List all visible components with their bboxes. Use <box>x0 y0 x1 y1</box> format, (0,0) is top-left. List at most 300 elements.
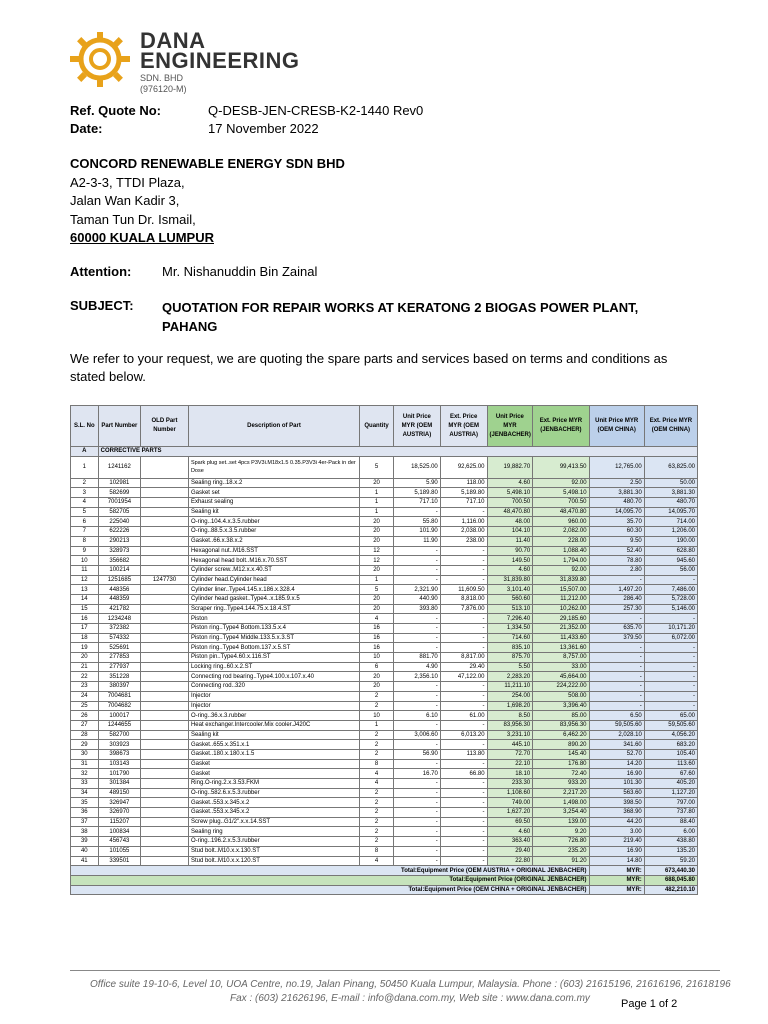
table-cell: 31 <box>71 759 99 769</box>
total-value: 673,440.30 <box>644 866 697 876</box>
gear-logo-icon <box>70 32 130 87</box>
table-cell: 40 <box>71 846 99 856</box>
total-currency: MYR: <box>589 875 644 885</box>
table-cell: 2 <box>360 837 394 847</box>
table-cell: 16 <box>360 633 394 643</box>
table-cell: 10,171.20 <box>644 624 697 634</box>
table-cell: 233.30 <box>487 779 533 789</box>
table-cell: - <box>440 798 487 808</box>
table-cell: 22.10 <box>487 759 533 769</box>
table-cell: 3,881.30 <box>644 488 697 498</box>
table-cell: 35 <box>71 798 99 808</box>
intro-paragraph: We refer to your request, we are quoting the spare parts and services based on terms and conditions as stated below. <box>70 351 668 384</box>
table-cell: 12 <box>360 556 394 566</box>
table-cell: 59,505.60 <box>644 720 697 730</box>
table-cell <box>141 536 189 546</box>
table-cell: Spark plug set..set 4pcs P3V3i.M18x1.5 0.35.P3V3i 4er-Pack in der Dose <box>188 456 359 478</box>
table-cell: 2 <box>360 730 394 740</box>
table-cell: - <box>394 633 441 643</box>
table-cell: 1,698.20 <box>487 701 533 711</box>
table-row <box>71 701 698 711</box>
col-unit-jen: Unit Price MYR (JENBACHER) <box>487 406 533 447</box>
table-cell: 1,108.60 <box>487 788 533 798</box>
table-cell: 635.70 <box>589 624 644 634</box>
table-cell: 13,361.60 <box>533 643 589 653</box>
table-cell: 60.30 <box>589 527 644 537</box>
table-cell: O-ring..36.x.3.rubber <box>188 711 359 721</box>
table-cell: 29,185.60 <box>533 614 589 624</box>
col-unit-cn: Unit Price MYR (OEM CHINA) <box>589 406 644 447</box>
table-cell: 2 <box>360 788 394 798</box>
table-cell: Connecting rod..320 <box>188 682 359 692</box>
total-value: 688,045.80 <box>644 875 697 885</box>
table-cell: Heat exchanger.Intercooler.Mix cooler.J420C <box>188 720 359 730</box>
table-cell: 1,794.00 <box>533 556 589 566</box>
table-cell: 55.80 <box>394 517 441 527</box>
table-cell: 351228 <box>98 672 141 682</box>
table-cell: 48,470.80 <box>487 507 533 517</box>
footer-contact: Fax : (603) 21626196, E-mail : info@dana.com.my, Web site : www.dana.com.my <box>230 993 590 1004</box>
table-cell: 421782 <box>98 604 141 614</box>
table-cell: O-ring..196.2.x.5.3.rubber <box>188 837 359 847</box>
table-cell: - <box>394 701 441 711</box>
table-cell: 20 <box>360 604 394 614</box>
table-cell: 61.00 <box>440 711 487 721</box>
total-row <box>71 885 698 895</box>
table-cell <box>141 701 189 711</box>
table-cell: - <box>440 633 487 643</box>
table-cell: 398.50 <box>589 798 644 808</box>
table-cell: 14.20 <box>589 759 644 769</box>
table-cell <box>141 604 189 614</box>
table-cell: - <box>440 546 487 556</box>
table-cell: - <box>644 643 697 653</box>
table-cell: - <box>644 614 697 624</box>
table-cell: 92.00 <box>533 565 589 575</box>
table-cell: 92.00 <box>533 478 589 488</box>
table-cell: - <box>589 662 644 672</box>
table-cell: 190.00 <box>644 536 697 546</box>
table-cell: Locking ring..60.x.2.ST <box>188 662 359 672</box>
section-row <box>71 447 698 457</box>
table-cell: 6,462.20 <box>533 730 589 740</box>
table-cell: Cylinder head.Cylinder head <box>188 575 359 585</box>
table-cell: 6.00 <box>644 827 697 837</box>
table-cell: 945.60 <box>644 556 697 566</box>
table-cell: 714.60 <box>487 633 533 643</box>
table-cell: - <box>589 614 644 624</box>
table-cell: Hexagonal nut..M16.SST <box>188 546 359 556</box>
table-cell: 22 <box>71 672 99 682</box>
table-cell: 339501 <box>98 856 141 866</box>
table-row <box>71 536 698 546</box>
table-cell: 11,433.60 <box>533 633 589 643</box>
table-cell: 5 <box>360 585 394 595</box>
table-cell: 881.70 <box>394 653 441 663</box>
table-cell <box>141 565 189 575</box>
table-cell: 726.80 <box>533 837 589 847</box>
table-cell: 83,956.30 <box>533 720 589 730</box>
table-cell: Gasket..553.x.345.x.2 <box>188 798 359 808</box>
table-row <box>71 682 698 692</box>
table-cell: 11,609.50 <box>440 585 487 595</box>
table-cell: 100214 <box>98 565 141 575</box>
table-cell: 3,231.10 <box>487 730 533 740</box>
table-cell: 18 <box>71 633 99 643</box>
table-cell: 380397 <box>98 682 141 692</box>
table-cell: 286.40 <box>589 594 644 604</box>
table-cell: Hexagonal head bolt..M16.x.70.SST <box>188 556 359 566</box>
table-cell: 14 <box>71 594 99 604</box>
table-cell: 2 <box>360 817 394 827</box>
table-cell: 582699 <box>98 488 141 498</box>
total-label: Total:Equipment Price (ORIGINAL JENBACHER) <box>71 875 590 885</box>
table-cell: 15,507.00 <box>533 585 589 595</box>
table-cell: 20 <box>360 682 394 692</box>
table-cell: 27 <box>71 720 99 730</box>
table-cell: 7 <box>71 527 99 537</box>
table-cell: 440.90 <box>394 594 441 604</box>
table-cell: 18,525.00 <box>394 456 441 478</box>
table-cell: Sealing ring..18.x.2 <box>188 478 359 488</box>
table-row <box>71 604 698 614</box>
table-cell: 1 <box>360 507 394 517</box>
table-cell: - <box>394 759 441 769</box>
table-cell: O-ring..88.5.x.3.5.rubber <box>188 527 359 537</box>
table-header-row <box>71 406 698 447</box>
table-cell: - <box>394 614 441 624</box>
table-cell: 9.20 <box>533 827 589 837</box>
table-cell: 448356 <box>98 585 141 595</box>
table-cell: 356682 <box>98 556 141 566</box>
table-cell <box>141 808 189 818</box>
section-label: CORRECTIVE PARTS <box>98 447 697 457</box>
table-cell: 6.50 <box>589 711 644 721</box>
table-cell: - <box>589 682 644 692</box>
table-cell: 7001954 <box>98 498 141 508</box>
table-cell: 2 <box>360 691 394 701</box>
table-cell: 101055 <box>98 846 141 856</box>
table-cell <box>141 594 189 604</box>
table-cell: - <box>644 691 697 701</box>
table-cell: 717.10 <box>394 498 441 508</box>
table-cell: 480.70 <box>589 498 644 508</box>
address-line3: Taman Tun Dr. Ismail, <box>70 211 196 227</box>
table-cell: 3,881.30 <box>589 488 644 498</box>
table-cell: 303923 <box>98 740 141 750</box>
table-cell: 92,625.00 <box>440 456 487 478</box>
table-cell: 100834 <box>98 827 141 837</box>
col-ext-oem: Ext. Price MYR (OEM AUSTRIA) <box>440 406 487 447</box>
table-cell <box>141 556 189 566</box>
table-cell: 2 <box>360 740 394 750</box>
table-cell: 56.00 <box>644 565 697 575</box>
table-cell: 4 <box>71 498 99 508</box>
table-cell: 6,072.00 <box>644 633 697 643</box>
table-cell: - <box>644 653 697 663</box>
subject-value: QUOTATION FOR REPAIR WORKS AT KERATONG 2 BIOGAS POWER PLANT, PAHANG <box>162 300 639 334</box>
table-cell: 717.10 <box>440 498 487 508</box>
table-cell: 448359 <box>98 594 141 604</box>
table-cell: 105.40 <box>644 749 697 759</box>
table-cell: - <box>394 691 441 701</box>
table-cell: - <box>394 808 441 818</box>
col-part: Part Number <box>98 406 141 447</box>
table-cell: 9.50 <box>589 536 644 546</box>
table-cell: 5,189.80 <box>394 488 441 498</box>
table-cell: Injector <box>188 691 359 701</box>
table-cell: 326947 <box>98 798 141 808</box>
table-cell: 8 <box>71 536 99 546</box>
table-cell: 628.80 <box>644 546 697 556</box>
table-cell: 2 <box>360 827 394 837</box>
table-cell: 176.80 <box>533 759 589 769</box>
subject-row <box>70 298 710 334</box>
table-cell: 41 <box>71 856 99 866</box>
table-cell: 32 <box>71 769 99 779</box>
table-cell: 113.60 <box>644 759 697 769</box>
table-cell: 101.30 <box>589 779 644 789</box>
table-cell: - <box>644 575 697 585</box>
section-code: A <box>71 447 99 457</box>
table-cell: 4,056.20 <box>644 730 697 740</box>
table-cell <box>141 759 189 769</box>
table-cell: 560.60 <box>487 594 533 604</box>
address-line4: 60000 KUALA LUMPUR <box>70 230 214 245</box>
table-cell: 113.80 <box>440 749 487 759</box>
table-cell: 78.80 <box>589 556 644 566</box>
table-cell: 290213 <box>98 536 141 546</box>
table-cell: - <box>394 837 441 847</box>
table-cell: 2,038.00 <box>440 527 487 537</box>
company-reg-no: (976120-M) <box>140 84 187 94</box>
company-logo <box>70 24 330 94</box>
table-cell: 16.70 <box>394 769 441 779</box>
table-cell: 1241162 <box>98 456 141 478</box>
table-cell: 4.60 <box>487 565 533 575</box>
table-cell: 2,217.20 <box>533 788 589 798</box>
table-cell: 1 <box>360 488 394 498</box>
table-row <box>71 846 698 856</box>
table-cell: - <box>440 817 487 827</box>
table-cell: - <box>440 740 487 750</box>
table-cell: 72.70 <box>487 749 533 759</box>
table-cell: 1244655 <box>98 720 141 730</box>
table-cell: 29 <box>71 740 99 750</box>
table-cell <box>141 546 189 556</box>
table-cell <box>141 498 189 508</box>
table-cell: - <box>440 624 487 634</box>
table-cell <box>141 624 189 634</box>
table-cell <box>141 730 189 740</box>
table-cell: 11,211.10 <box>487 682 533 692</box>
table-cell: 3 <box>71 488 99 498</box>
table-cell: - <box>589 701 644 711</box>
table-row <box>71 711 698 721</box>
table-cell: 8 <box>360 846 394 856</box>
table-cell: 4 <box>360 779 394 789</box>
table-cell: 574332 <box>98 633 141 643</box>
table-cell: Piston ring..Type4 Middle.133.5.x.3.ST <box>188 633 359 643</box>
total-currency: MYR: <box>589 866 644 876</box>
table-cell: 277853 <box>98 653 141 663</box>
table-cell: 700.50 <box>533 498 589 508</box>
table-cell: 5.50 <box>487 662 533 672</box>
table-row <box>71 643 698 653</box>
recipient-address <box>70 155 345 248</box>
table-cell: 20 <box>360 478 394 488</box>
table-cell <box>141 585 189 595</box>
table-cell: 48.00 <box>487 517 533 527</box>
table-cell: Cylinder head gasket..Type4..x.185.9.x.5 <box>188 594 359 604</box>
table-cell: 5,189.80 <box>440 488 487 498</box>
recipient-name: CONCORD RENEWABLE ENERGY SDN BHD <box>70 156 345 171</box>
table-cell: - <box>440 808 487 818</box>
table-cell: - <box>394 740 441 750</box>
table-cell: 4.60 <box>487 478 533 488</box>
company-name-line2: ENGINEERING <box>140 48 300 73</box>
table-cell: 4 <box>360 856 394 866</box>
table-cell: 393.80 <box>394 604 441 614</box>
table-cell: 2,321.90 <box>394 585 441 595</box>
table-cell: 16.90 <box>589 846 644 856</box>
table-cell <box>141 817 189 827</box>
table-cell <box>141 672 189 682</box>
table-cell: - <box>394 846 441 856</box>
table-cell: - <box>589 672 644 682</box>
table-cell: 37 <box>71 817 99 827</box>
table-cell: - <box>394 779 441 789</box>
table-cell: 10 <box>360 653 394 663</box>
table-cell: 4.60 <box>487 827 533 837</box>
total-currency: MYR: <box>589 885 644 895</box>
table-cell: 38 <box>71 827 99 837</box>
col-unit-oem: Unit Price MYR (OEM AUSTRIA) <box>394 406 441 447</box>
table-cell: 1,627.20 <box>487 808 533 818</box>
table-cell <box>141 749 189 759</box>
table-cell: 7004681 <box>98 691 141 701</box>
table-cell: - <box>394 798 441 808</box>
table-row <box>71 788 698 798</box>
table-cell: - <box>440 643 487 653</box>
ref-quote-label: Ref. Quote No: <box>70 103 161 118</box>
table-cell: 5 <box>360 456 394 478</box>
table-cell: 11 <box>71 565 99 575</box>
table-row <box>71 633 698 643</box>
table-cell: - <box>394 788 441 798</box>
table-cell <box>141 456 189 478</box>
table-cell: 33.00 <box>533 662 589 672</box>
table-cell: 14,095.70 <box>589 507 644 517</box>
table-cell: 65.00 <box>644 711 697 721</box>
table-cell: 67.60 <box>644 769 697 779</box>
table-cell: Gasket set <box>188 488 359 498</box>
table-row <box>71 662 698 672</box>
table-row <box>71 478 698 488</box>
table-cell: 29.40 <box>487 846 533 856</box>
table-row <box>71 808 698 818</box>
table-cell: 513.10 <box>487 604 533 614</box>
table-cell: Cylinder screw..M12.x.x.40.ST <box>188 565 359 575</box>
table-cell: - <box>440 565 487 575</box>
table-row <box>71 779 698 789</box>
table-cell: 2,356.10 <box>394 672 441 682</box>
table-cell: 90.70 <box>487 546 533 556</box>
table-cell: Gasket..655.x.351.x.1 <box>188 740 359 750</box>
table-cell: Gasket <box>188 759 359 769</box>
table-cell: 1,116.00 <box>440 517 487 527</box>
table-cell <box>141 691 189 701</box>
table-cell: 405.20 <box>644 779 697 789</box>
table-cell: 10 <box>71 556 99 566</box>
table-cell: 489150 <box>98 788 141 798</box>
table-cell: 101790 <box>98 769 141 779</box>
table-cell: 20 <box>71 653 99 663</box>
table-cell: 5,498.10 <box>487 488 533 498</box>
table-cell: 737.80 <box>644 808 697 818</box>
table-cell: - <box>440 556 487 566</box>
table-row <box>71 798 698 808</box>
table-cell: 12,765.00 <box>589 456 644 478</box>
table-cell: 2 <box>360 798 394 808</box>
table-cell: Connecting rod bearing..Type4.100.x.107.x.40 <box>188 672 359 682</box>
table-cell <box>141 711 189 721</box>
table-cell: 4 <box>360 614 394 624</box>
table-cell: 6,013.20 <box>440 730 487 740</box>
table-cell: 12 <box>360 546 394 556</box>
table-cell: - <box>394 624 441 634</box>
table-cell: - <box>394 575 441 585</box>
table-row <box>71 527 698 537</box>
table-cell: 50.00 <box>644 478 697 488</box>
table-cell: 20 <box>360 594 394 604</box>
table-cell: 5.90 <box>394 478 441 488</box>
table-cell: 700.50 <box>487 498 533 508</box>
table-cell <box>141 837 189 847</box>
table-cell <box>141 779 189 789</box>
table-row <box>71 827 698 837</box>
table-cell: 2 <box>360 808 394 818</box>
table-cell: 52.40 <box>589 546 644 556</box>
table-row <box>71 575 698 585</box>
table-cell: 115207 <box>98 817 141 827</box>
table-cell <box>141 682 189 692</box>
table-row <box>71 837 698 847</box>
table-row <box>71 769 698 779</box>
table-cell: - <box>440 507 487 517</box>
table-cell: 9 <box>71 546 99 556</box>
table-cell: - <box>394 856 441 866</box>
table-cell: - <box>589 643 644 653</box>
footer-address: Office suite 19-10-6, Level 10, UOA Centre, no.19, Jalan Pinang, 50450 Kuala Lumpur, Malaysia. Phone : (603) 21615196, 21616196, 21618196 <box>90 979 731 990</box>
table-cell: 3,396.40 <box>533 701 589 711</box>
table-cell: 26 <box>71 711 99 721</box>
table-cell: - <box>440 575 487 585</box>
table-cell: Gasket <box>188 769 359 779</box>
table-cell: 20 <box>360 517 394 527</box>
table-cell: 7,486.00 <box>644 585 697 595</box>
table-cell: 363.40 <box>487 837 533 847</box>
table-cell: 11.90 <box>394 536 441 546</box>
table-cell: 1 <box>360 575 394 585</box>
table-cell: 1,088.40 <box>533 546 589 556</box>
table-cell: 135.20 <box>644 846 697 856</box>
table-cell: 22.80 <box>487 856 533 866</box>
table-cell: - <box>394 827 441 837</box>
table-cell <box>141 517 189 527</box>
table-cell: 238.00 <box>440 536 487 546</box>
table-cell: 13 <box>71 585 99 595</box>
